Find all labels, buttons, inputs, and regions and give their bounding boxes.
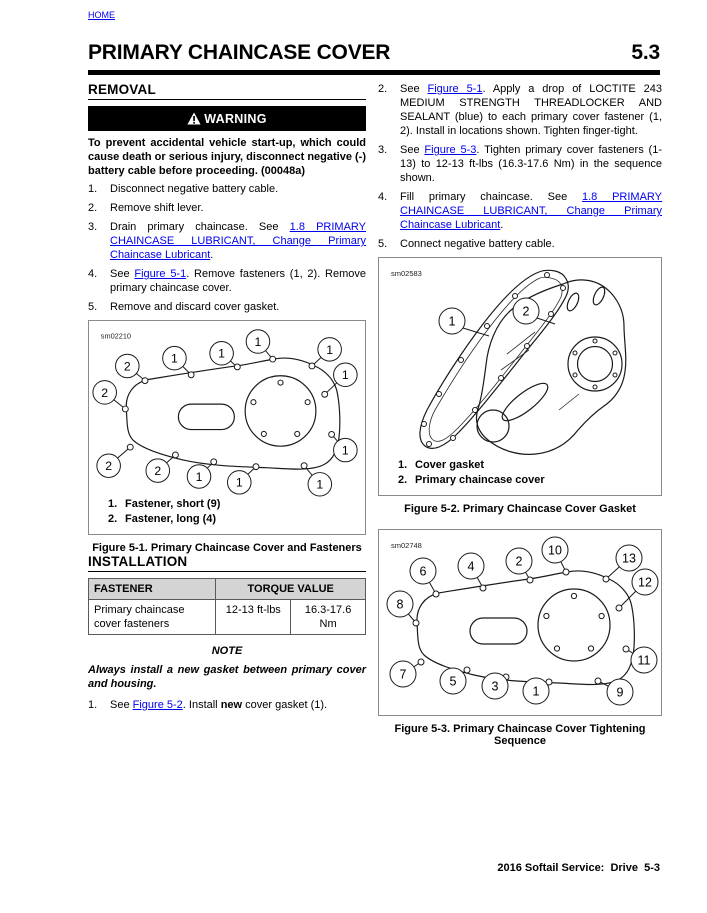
step-number: 5. — [88, 301, 98, 313]
step-item — [88, 267, 366, 295]
text-segment: See — [110, 699, 133, 711]
step-text — [110, 220, 366, 262]
legend-item — [108, 512, 365, 527]
svg-text:13: 13 — [622, 551, 636, 566]
figure-5-1-caption: Figure 5-1. Primary Chaincase Cover and Fasteners — [92, 542, 362, 554]
step-number: 5. — [378, 238, 388, 250]
figure-5-1-link[interactable]: Figure 5-1 — [427, 83, 483, 95]
figure-callouts — [93, 330, 357, 496]
torque-ftlbs-cell: 12-13 ft-lbs — [216, 600, 291, 635]
figure-5-1-link[interactable]: Figure 5-1 — [134, 268, 187, 280]
svg-text:1: 1 — [218, 346, 226, 361]
title-divider — [88, 70, 660, 75]
step-number: 4. — [88, 268, 98, 280]
column-header-torque: TORQUE VALUE — [216, 579, 366, 600]
figure-code: sm02748 — [391, 541, 422, 550]
text-segment: . — [210, 249, 214, 261]
step-number: 2. — [378, 83, 388, 95]
figure-5-3-drawing — [379, 530, 661, 715]
figure-5-2-drawing — [379, 258, 661, 458]
legend-item — [398, 473, 661, 488]
legend-text: Fastener, long (4) — [125, 513, 217, 525]
figure-5-3-link[interactable]: Figure 5-3 — [424, 144, 477, 156]
page-title: PRIMARY CHAINCASE COVER — [88, 41, 391, 64]
step-item — [88, 698, 366, 712]
svg-text:1: 1 — [316, 477, 324, 492]
table-header-row — [89, 579, 366, 600]
step-number: 3. — [88, 221, 98, 233]
svg-text:12: 12 — [638, 575, 652, 590]
legend-text: Primary chaincase cover — [415, 474, 545, 486]
warning-text: To prevent accidental vehicle start-up, which could cause death or serious injury, disconnect negative (-) battery cable before proceeding. (00048a) — [88, 137, 366, 177]
svg-text:6: 6 — [419, 564, 427, 579]
installation-steps-right — [378, 82, 662, 251]
warning-banner — [88, 106, 366, 131]
step-item — [88, 201, 366, 215]
figure-5-3 — [378, 529, 662, 716]
section-number: 5.3 — [631, 41, 660, 64]
emphasized-word: new — [220, 699, 243, 711]
step-text: Remove and discard cover gasket. — [110, 301, 280, 313]
svg-text:1: 1 — [532, 684, 540, 699]
lubricant-link[interactable]: 1.8 PRIMARY CHAINCASE LUBRICANT, Change Primary Chaincase Lubricant — [110, 221, 366, 261]
step-number: 1. — [88, 183, 98, 195]
warning-icon — [187, 112, 201, 125]
legend-number: 2. — [108, 513, 118, 525]
svg-text:5: 5 — [449, 674, 457, 689]
warning-label: WARNING — [204, 111, 267, 126]
step-number: 1. — [88, 699, 98, 711]
text-segment: . Apply a drop of LOCTITE 243 MEDIUM STRENGTH THREADLOCKER AND SEALANT (blue) to each primary cover fastener (1, 2). Install in locations shown. Tighten finger-tight. — [400, 83, 662, 137]
step-item — [378, 143, 662, 185]
svg-text:10: 10 — [548, 543, 562, 558]
figure-5-1-drawing — [89, 321, 365, 497]
text-segment: Fill primary chaincase. See — [400, 191, 582, 203]
legend-number: 2. — [398, 474, 408, 486]
note-label: NOTE — [211, 645, 243, 657]
text-segment: See — [400, 144, 425, 156]
svg-text:11: 11 — [637, 653, 651, 668]
svg-text:1: 1 — [326, 342, 334, 357]
note-text: Always install a new gasket between primary cover and housing. — [88, 664, 366, 690]
table-row — [89, 600, 366, 635]
text-segment: . Install — [182, 699, 221, 711]
text-segment: See — [400, 83, 428, 95]
step-text — [400, 143, 662, 185]
step-text — [400, 82, 662, 138]
figure-5-1 — [88, 320, 366, 535]
page-title-row — [88, 41, 660, 65]
step-number: 3. — [378, 144, 388, 156]
text-segment: . Tighten primary cover fasteners (1-13) to 12-13 ft-lbs (16.3-17.6 Nm) in the sequence shown. — [400, 144, 662, 184]
figure-5-2-link[interactable]: Figure 5-2 — [132, 699, 183, 711]
installation-heading: INSTALLATION — [88, 554, 366, 572]
text-segment: . Remove fasteners (1, 2). Remove primary chaincase cover. — [110, 268, 366, 294]
page-footer: 2016 Softail Service: Drive 5-3 — [497, 862, 660, 874]
text-segment: cover gasket (1). — [242, 699, 328, 711]
fastener-name-cell: Primary chaincase cover fasteners — [89, 600, 216, 635]
svg-text:3: 3 — [491, 679, 499, 694]
svg-text:2: 2 — [522, 304, 530, 319]
torque-table — [88, 578, 366, 635]
installation-steps-left — [88, 698, 366, 712]
step-number: 2. — [88, 202, 98, 214]
step-text: Remove shift lever. — [110, 202, 204, 214]
removal-heading: REMOVAL — [88, 82, 366, 100]
figure-code: sm02583 — [391, 269, 422, 278]
lubricant-link[interactable]: 1.8 PRIMARY CHAINCASE LUBRICANT, Change Primary Chaincase Lubricant — [400, 191, 662, 231]
step-item — [88, 182, 366, 196]
svg-text:2: 2 — [101, 385, 109, 400]
figure-5-3-caption: Figure 5-3. Primary Chaincase Cover Tightening Sequence — [394, 723, 646, 747]
svg-text:1: 1 — [235, 475, 243, 490]
svg-text:2: 2 — [105, 459, 113, 474]
right-column — [378, 82, 662, 747]
text-segment: Drain primary chaincase. See — [110, 221, 290, 233]
svg-text:2: 2 — [154, 464, 162, 478]
svg-text:1: 1 — [254, 334, 262, 349]
svg-text:2: 2 — [515, 554, 523, 569]
figure-legend — [379, 458, 661, 495]
legend-text: Cover gasket — [415, 459, 485, 471]
figure-5-2-caption: Figure 5-2. Primary Chaincase Cover Gasket — [404, 503, 636, 515]
legend-item — [108, 497, 365, 512]
legend-number: 1. — [398, 459, 408, 471]
step-item — [88, 220, 366, 262]
svg-text:7: 7 — [399, 667, 407, 682]
svg-text:9: 9 — [616, 685, 624, 700]
figure-legend — [89, 497, 365, 534]
step-item — [88, 300, 366, 314]
removal-steps — [88, 182, 366, 314]
legend-number: 1. — [108, 498, 118, 510]
legend-item — [398, 458, 661, 473]
svg-text:1: 1 — [195, 469, 203, 484]
step-item — [378, 190, 662, 232]
step-item — [378, 82, 662, 138]
step-text — [110, 267, 366, 295]
figure-5-2 — [378, 257, 662, 496]
legend-text: Fastener, short (9) — [125, 498, 221, 510]
step-text — [110, 698, 366, 712]
step-text: Connect negative battery cable. — [400, 238, 555, 250]
svg-text:1: 1 — [341, 368, 349, 383]
home-link[interactable]: HOME — [88, 10, 115, 20]
svg-text:1: 1 — [448, 314, 456, 329]
column-header-fastener: FASTENER — [89, 579, 216, 600]
torque-nm-cell: 16.3-17.6 Nm — [291, 600, 366, 635]
svg-text:8: 8 — [396, 597, 404, 612]
step-number: 4. — [378, 191, 388, 203]
text-segment: See — [110, 268, 135, 280]
left-column — [88, 82, 366, 717]
svg-text:2: 2 — [123, 359, 131, 374]
svg-text:1: 1 — [171, 351, 178, 366]
svg-text:1: 1 — [341, 443, 349, 458]
step-item — [378, 237, 662, 251]
step-text — [400, 190, 662, 232]
figure-code: sm02210 — [100, 331, 132, 341]
svg-text:4: 4 — [467, 559, 475, 574]
text-segment: . — [500, 219, 504, 231]
step-text: Disconnect negative battery cable. — [110, 183, 279, 195]
